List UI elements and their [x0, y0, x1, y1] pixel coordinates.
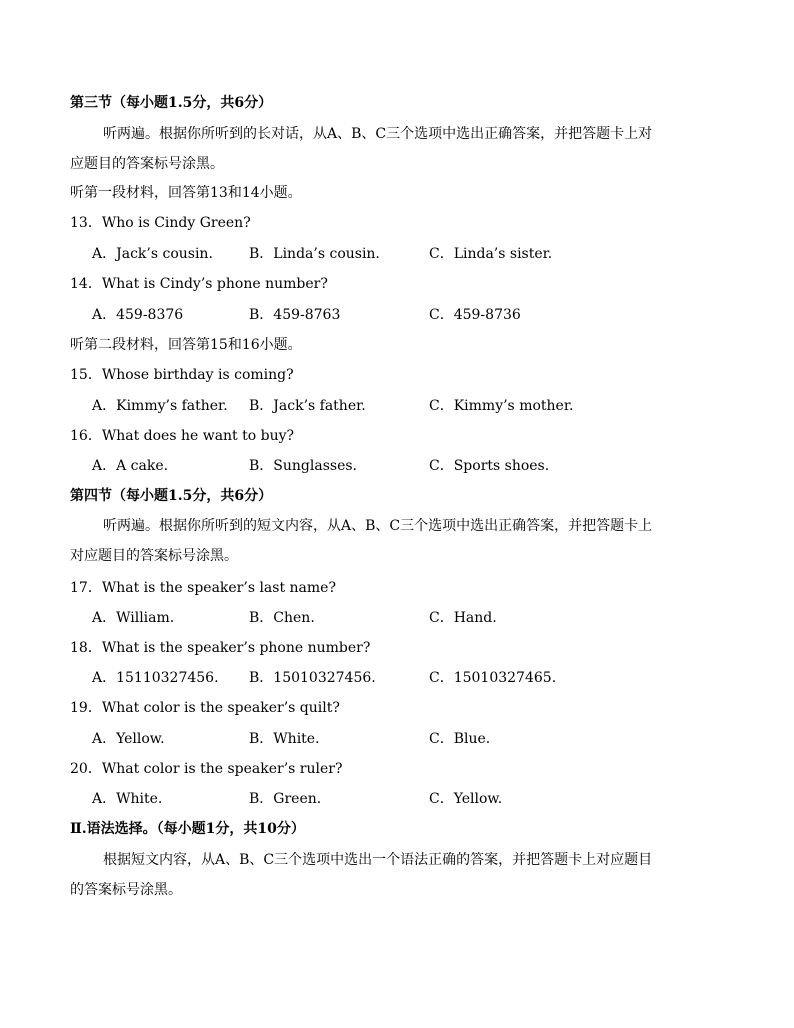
option-a: A．William. [92, 610, 175, 626]
section3-instruction-line1: 听两遍。根据你所听到的长对话，从A、B、C三个选项中选出正确答案，并把答题卡上对 [103, 126, 653, 142]
grammar-heading: Ⅱ.语法选择。（每小题1分，共10分） [70, 821, 305, 837]
section4-instruction-line2: 对应题目的答案标号涂黑。 [70, 548, 238, 564]
option-b: B．Sunglasses. [249, 458, 357, 474]
option-b: B．Linda’s cousin. [249, 246, 380, 262]
option-b: B．Jack’s father. [249, 398, 366, 414]
option-c: C．Kimmy’s mother. [429, 398, 574, 414]
option-a: A．Jack’s cousin. [92, 246, 213, 262]
option-b: B．Chen. [249, 610, 315, 626]
option-c: C．Sports shoes. [429, 458, 550, 474]
section3-part2-intro: 听第二段材料，回答第15和16小题。 [70, 337, 302, 353]
question-text: 17．What is the speaker’s last name? [70, 580, 336, 596]
section3-part1-intro: 听第一段材料，回答第13和14小题。 [70, 185, 302, 201]
option-c: C．Linda’s sister. [429, 246, 553, 262]
option-a: A．Kimmy’s father. [92, 398, 228, 414]
option-c: C．Hand. [429, 610, 497, 626]
option-a: A．Yellow. [92, 731, 165, 747]
option-b: B．459-8763 [249, 307, 341, 323]
section4-instruction-line1: 听两遍。根据你所听到的短文内容，从A、B、C三个选项中选出正确答案，并把答题卡上 [103, 518, 653, 534]
option-c: C．15010327465. [429, 670, 557, 686]
option-a: A．White. [92, 791, 163, 807]
question-text: 19．What color is the speaker’s quilt? [70, 700, 340, 716]
question-text: 14．What is Cindy’s phone number? [70, 276, 328, 292]
question-text: 20．What color is the speaker’s ruler? [70, 761, 343, 777]
option-b: B．Green. [249, 791, 322, 807]
option-a: A．15110327456. [92, 670, 219, 686]
question-text: 13．Who is Cindy Green? [70, 215, 251, 231]
option-b: B．15010327456. [249, 670, 376, 686]
option-a: A．A cake. [92, 458, 169, 474]
option-a: A．459-8376 [92, 307, 184, 323]
option-b: B．White. [249, 731, 320, 747]
grammar-instruction-line1: 根据短文内容，从A、B、C三个选项中选出一个语法正确的答案，并把答题卡上对应题目 [103, 852, 653, 868]
option-c: C．Yellow. [429, 791, 503, 807]
option-c: C．Blue. [429, 731, 491, 747]
section4-heading: 第四节（每小题1.5分，共6分） [70, 488, 273, 504]
question-text: 16．What does he want to buy? [70, 428, 295, 444]
question-text: 15．Whose birthday is coming? [70, 367, 294, 383]
section3-heading: 第三节（每小题1.5分，共6分） [70, 95, 273, 111]
option-c: C．459-8736 [429, 307, 521, 323]
question-text: 18．What is the speaker’s phone number? [70, 640, 371, 656]
section3-instruction-line2: 应题目的答案标号涂黑。 [70, 156, 224, 172]
grammar-instruction-line2: 的答案标号涂黑。 [70, 882, 182, 898]
